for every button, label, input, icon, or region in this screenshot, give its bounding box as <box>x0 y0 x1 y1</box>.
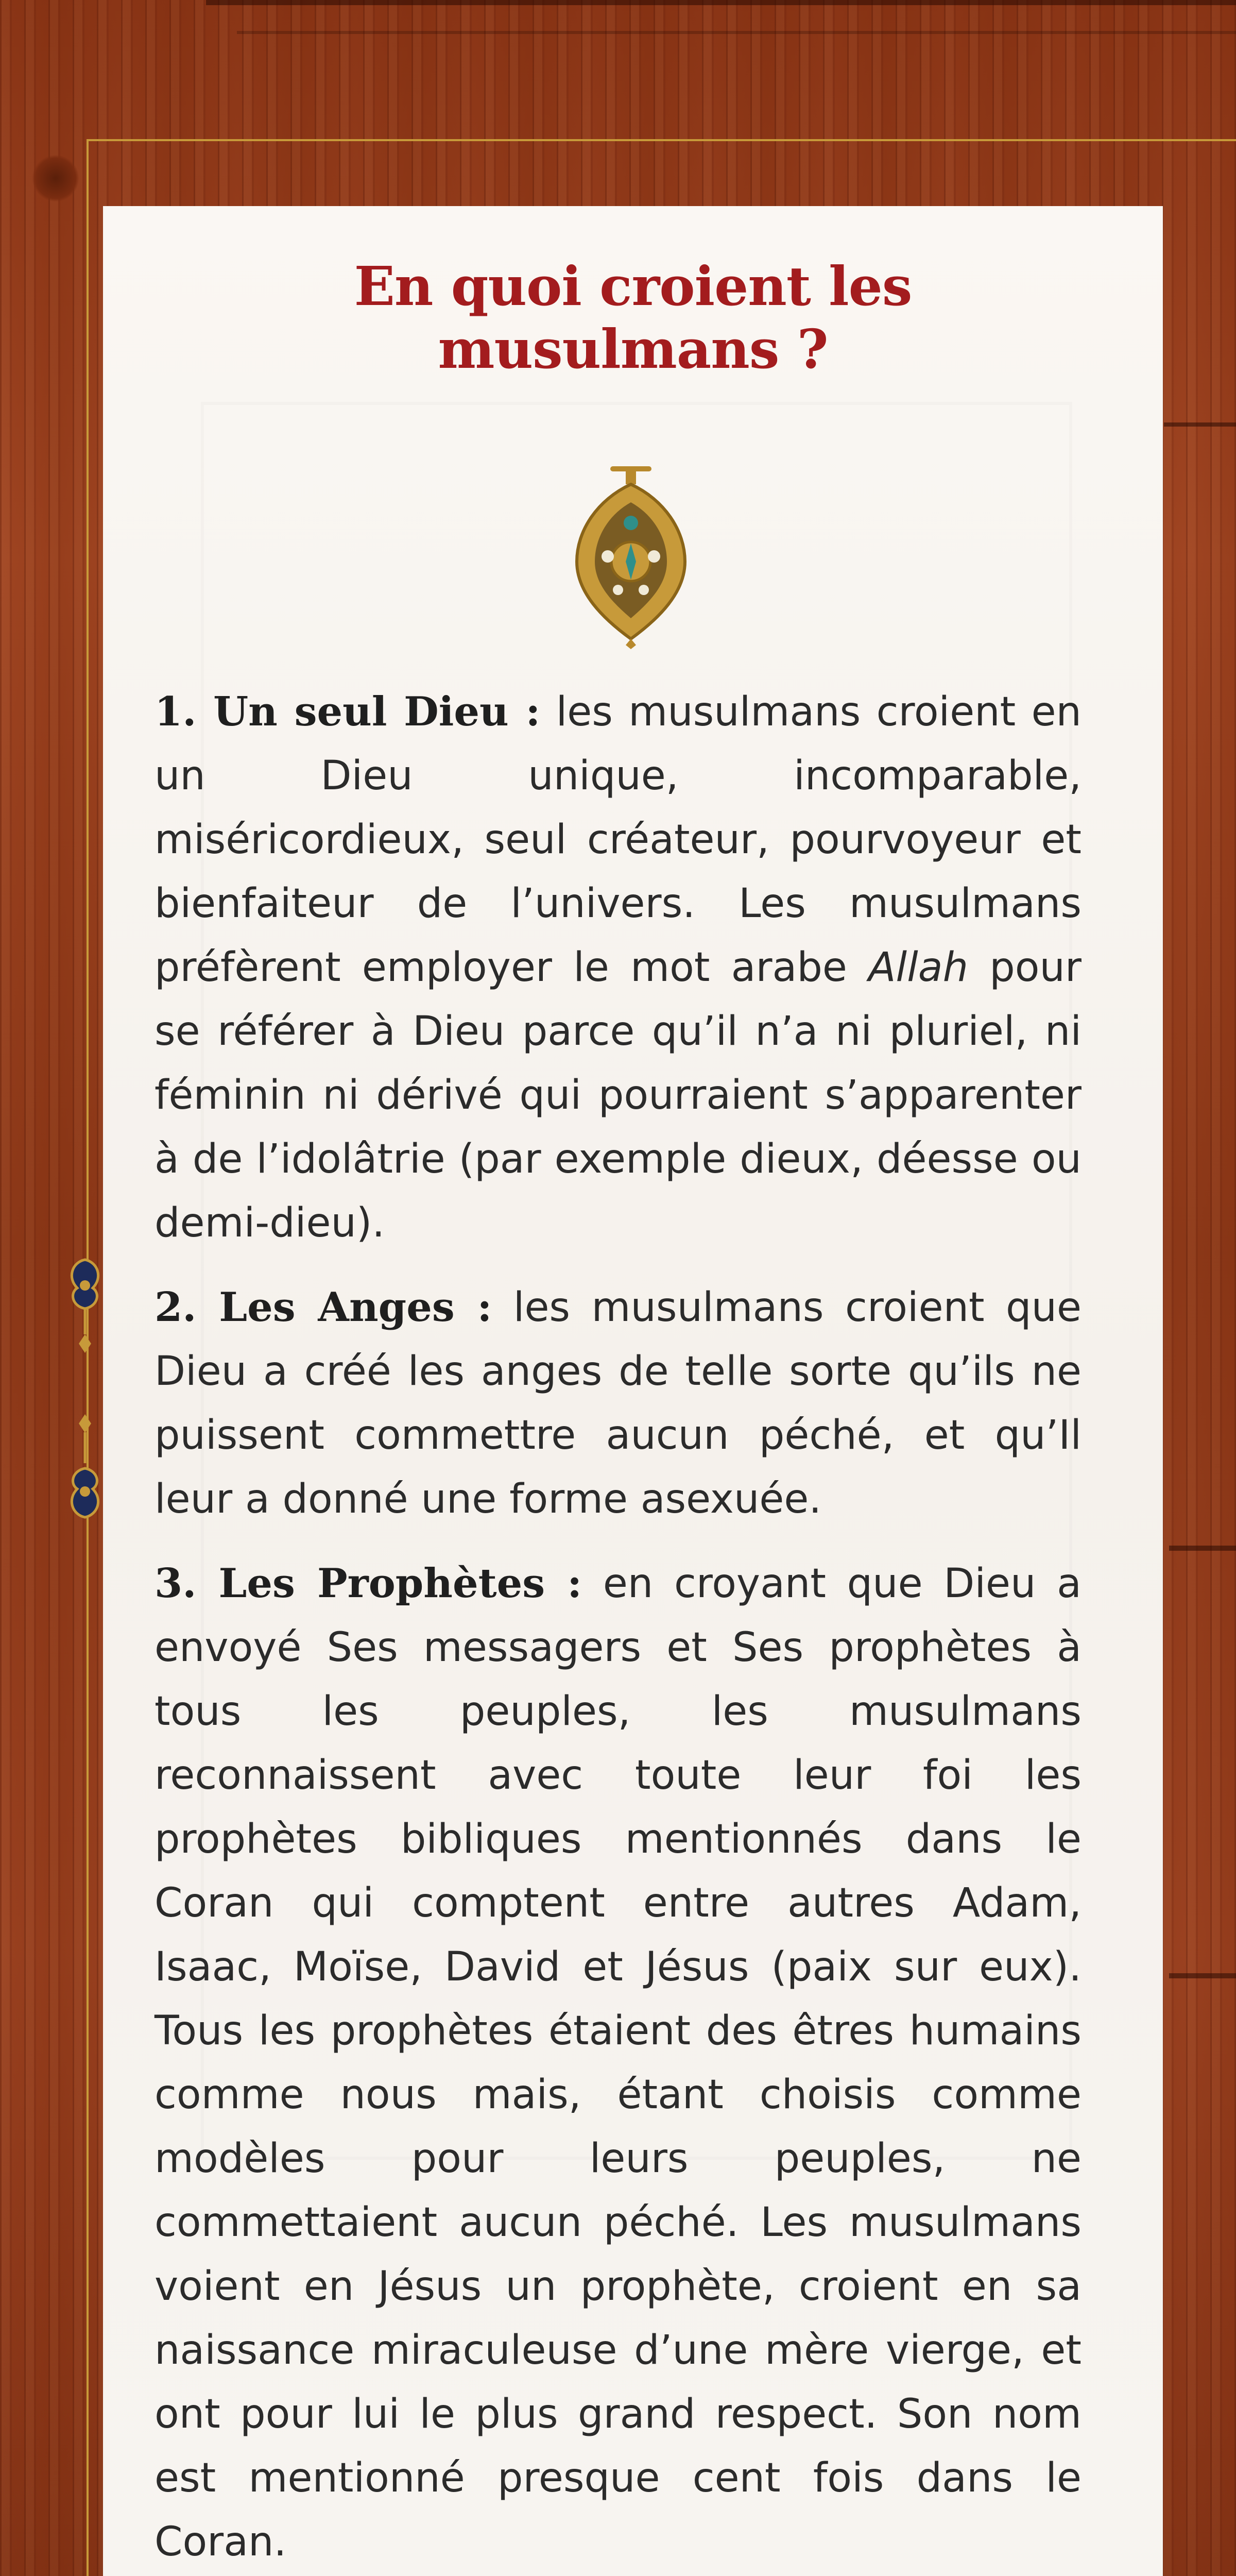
section-one-text-end: pour se référer à Dieu parce qu’il n’a ni pluriel, ni féminin ni dérivé qui pourraient s’apparenter à de l’idolâtrie (par exemple dieux, déesse ou demi-dieu). <box>154 944 1082 1246</box>
gold-arabesque-ornament-icon <box>556 464 706 649</box>
section-one-italic: Allah <box>868 944 969 991</box>
section-three <box>154 1552 1082 2574</box>
content-card <box>103 206 1163 2576</box>
section-three-text: en croyant que Dieu a envoyé Ses messagers et Ses prophètes à tous les peuples, les musulmans reconnaissent avec toute leur foi les prophètes bibliques mentionnés dans le Coran qui comptent entre autres Adam, Isaac, Moïse, David et Jésus (paix sur eux). Tous les prophètes étaient des êtres humains comme nous mais, étant choisis comme modèles pour leurs peuples, ne commettaient aucun péché. Les musulmans voient en Jésus un prophète, croient en sa naissance miraculeuse d’une mère vierge, et ont pour lui le plus grand respect. Son nom est mentionné presque cent fois dans le Coran. <box>154 1561 1082 2565</box>
wood-knot <box>32 155 79 202</box>
title-text: En quoi croient les musulmans ? <box>354 255 912 381</box>
section-two <box>154 1276 1082 1531</box>
section-one-lead: 1. Un seul Dieu : <box>154 688 541 735</box>
section-two-text: les musulmans croient que Dieu a créé les anges de telle sorte qu’ils ne puissent commettre aucun péché, et qu’Il leur a donné une forme asexuée. <box>154 1284 1082 1522</box>
section-one <box>154 680 1082 1255</box>
page-title <box>103 255 1163 381</box>
body-text <box>154 680 1082 2576</box>
side-ornament-bottom-icon <box>62 1412 108 1522</box>
side-ornament-top-icon <box>62 1257 108 1367</box>
section-three-lead: 3. Les Prophètes : <box>154 1560 582 1607</box>
section-two-lead: 2. Les Anges : <box>154 1284 492 1331</box>
section-one-text-start: les musulmans croient en un Dieu unique, incomparable, miséricordieux, seul créateur, pourvoyeur et bienfaiteur de l’univers. Les musulmans préfèrent employer le mot arabe <box>154 689 1082 991</box>
